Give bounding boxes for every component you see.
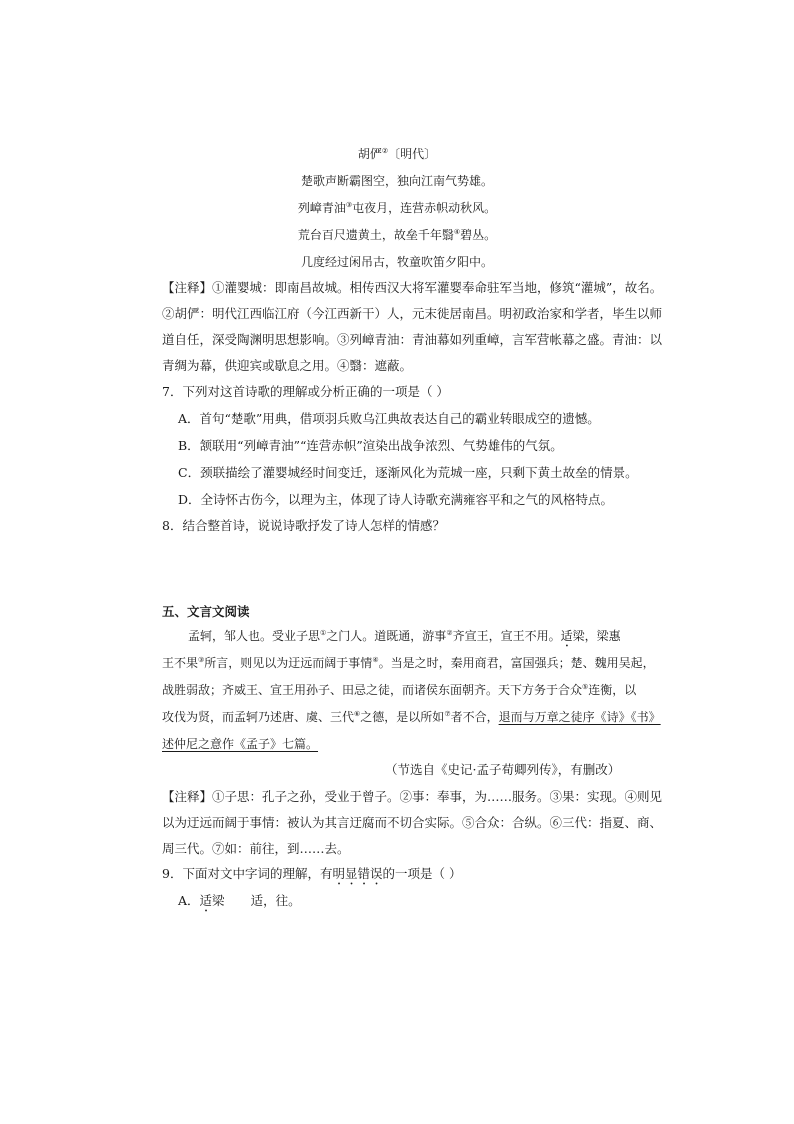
- q7-option-d: D．全诗怀古伤今，以理为主，体现了诗人诗歌充满雍容平和之气的风格特点。: [178, 492, 614, 507]
- passage-note-line-2: 以为迂远而阔于事情：被认为其言迂腐而不切合实际。⑤合众：合纵。⑥三代：指夏、商、: [162, 815, 663, 830]
- underlined-sentence-part-2: 述仲尼之意作《孟子》七篇。: [162, 737, 319, 751]
- passage-note-line-1: 【注释】①子思：孔子之孙，受业于曾子。②事：奉事，为……服务。③果：实现。④则见: [162, 789, 663, 804]
- q9-option-a: A．适梁 适，往。: [178, 893, 301, 908]
- poem-note-line-2: ②胡俨：明代江西临江府（今江西新干）人，元末徙居南昌。明初政治家和学者，毕生以师: [162, 306, 663, 321]
- q7-option-b: B．颔联用“列嶂青油”“连营赤帜”渲染出战争浓烈、气势雄伟的气氛。: [178, 438, 563, 453]
- section-title: 五、文言文阅读: [162, 604, 250, 619]
- passage-line-2: 王不果③所言，则见以为迂远而阔于事情④。当是之时，秦用商君，富国强兵；楚、魏用吴起，: [162, 656, 655, 670]
- underlined-sentence-part-1: 退而与万章之徒序《诗》《书》: [498, 710, 661, 724]
- poem-note-line-1: 【注释】①灌婴城：即南昌故城。相传西汉大将军灌婴奉命驻军当地，修筑“灌城”，故名。: [162, 280, 663, 295]
- poem-line-2: 列嶂青油③屯夜月，连营赤帜动秋风。: [297, 201, 497, 215]
- passage-note-line-3: 周三代。⑦如：前往，到……去。: [162, 841, 350, 856]
- passage-line-5: [162, 736, 318, 752]
- passage-source: （节选自《史记·孟子荀卿列传》，有删改）: [385, 762, 621, 777]
- q8-stem: 8．结合整首诗，说说诗歌抒发了诗人怎样的情感？: [162, 518, 445, 533]
- poem-line-1: 楚歌声断霸图空，独向江南气势雄。: [300, 174, 493, 188]
- poem-line-4: 几度经过闲吊古，牧童吹笛夕阳中。: [300, 255, 493, 269]
- q7-option-c: C．颈联描绘了灌婴城经时间变迁，逐渐风化为荒城一座，只剩下黄土故垒的情景。: [178, 465, 638, 480]
- q7-stem: 7．下列对这首诗歌的理解或分析正确的一项是（ ）: [162, 384, 449, 399]
- poem-title: 胡俨②〔明代〕: [357, 147, 437, 161]
- poem-note-line-3: 道自任，深受陶渊明思想影响。③列嶂青油：青油幕如列重嶂，言军营帐幕之盛。青油：以: [162, 332, 663, 347]
- passage-line-4: 攻伐为贤，而孟轲乃述唐、虞、三代⑥之德，是以所如⑦者不合，退而与万章之徒序《诗》《书》: [162, 710, 661, 724]
- q7-option-a: A．首句“楚歌”用典，借项羽兵败乌江典故表达自己的霸业转眼成空的遗憾。: [178, 411, 600, 426]
- poem-line-3: 荒台百尺遗黄土，故垒千年翳④碧丛。: [297, 228, 497, 242]
- q9-stem: 9．下面对文中字词的理解，有明显错误的一项是（ ）: [162, 866, 462, 881]
- passage-line-3: 战胜弱敌；齐威王、宣王用孙子、田忌之徒，而诸侯东面朝齐。天下方务于合众⑤连衡，以: [162, 683, 637, 697]
- poem-note-line-4: 青绸为幕，供迎宾或歇息之用。④翳：遮蔽。: [162, 358, 413, 373]
- passage-line-1: 孟轲，邹人也。受业子思①之门人。道既通，游事②齐宣王，宣王不用。适梁，梁惠: [188, 629, 621, 643]
